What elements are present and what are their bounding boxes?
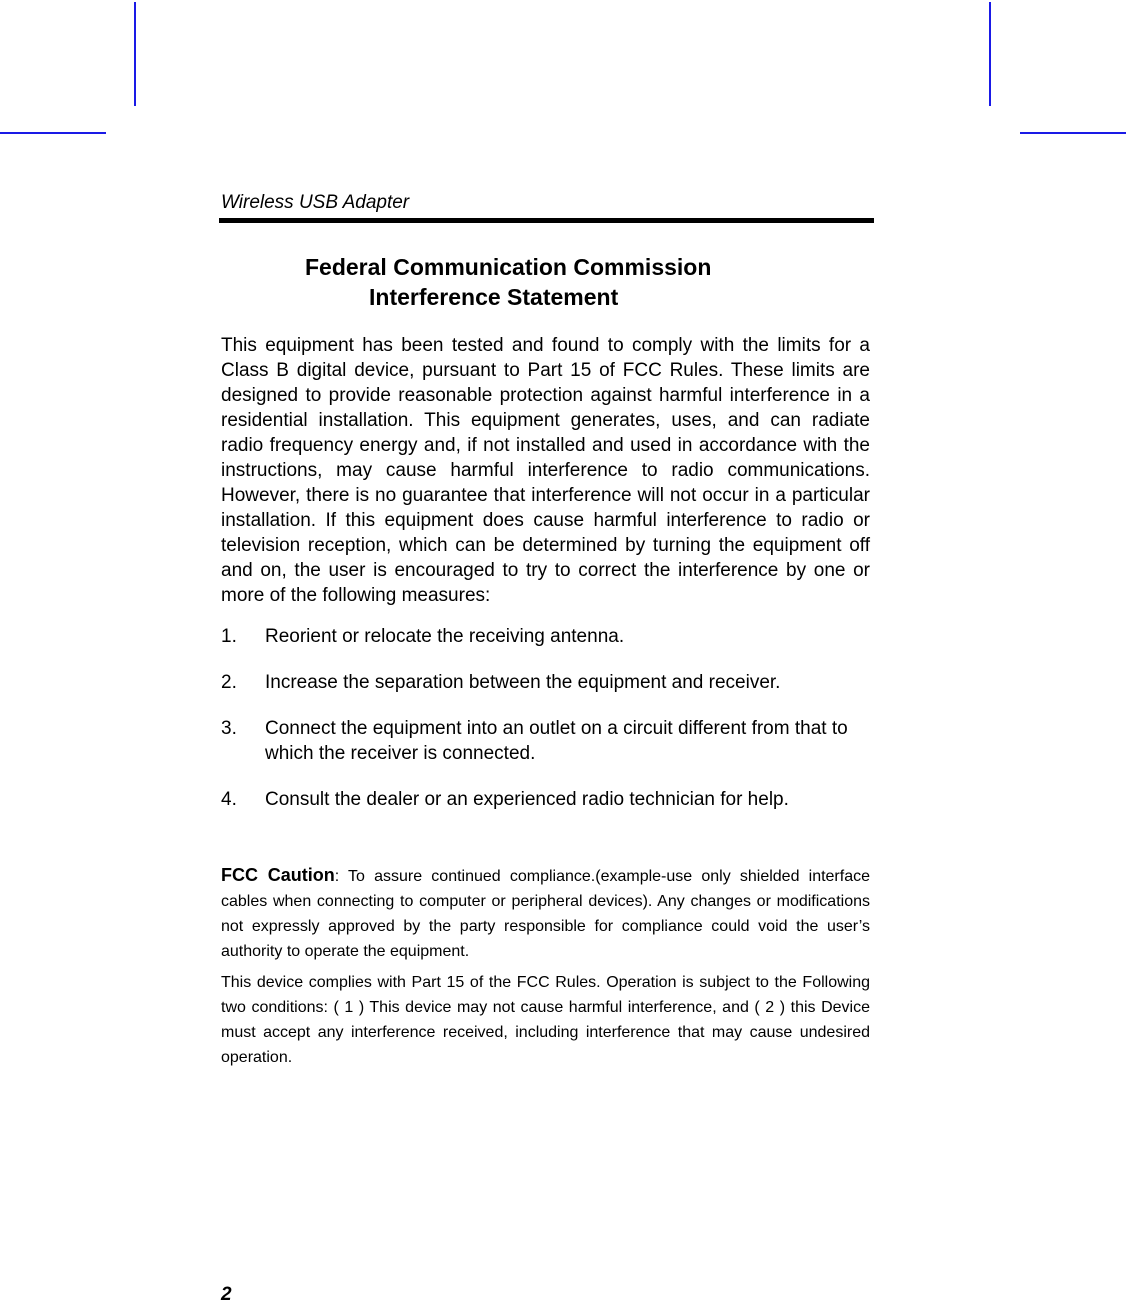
list-item-number: 4. [221, 789, 237, 810]
crop-mark-top-right-vertical [989, 2, 991, 106]
crop-mark-top-right-horizontal [1020, 132, 1126, 134]
document-body [221, 333, 870, 1070]
page-title-line-2: Interference Statement [369, 284, 619, 310]
page-title-line-1: Federal Communication Commission [305, 254, 712, 280]
list-item [221, 624, 870, 649]
measures-list [221, 624, 870, 812]
page-number: 2 [221, 1284, 232, 1305]
crop-mark-top-left-horizontal [0, 132, 106, 134]
list-item [221, 670, 870, 695]
running-header: Wireless USB Adapter [221, 192, 410, 213]
list-item-text: Reorient or relocate the receiving antenna. [265, 626, 625, 647]
fcc-caution-label: FCC Caution [221, 865, 335, 885]
list-item-text: Consult the dealer or an experienced radio technician for help. [265, 789, 789, 810]
list-item-text: Connect the equipment into an outlet on a circuit different from that to which the receiver is connected. [265, 718, 848, 764]
page-title [305, 252, 711, 312]
header-rule [219, 218, 874, 223]
list-item [221, 716, 870, 766]
list-item-number: 2. [221, 672, 237, 693]
list-item-number: 3. [221, 718, 237, 739]
fcc-caution-text: : To assure continued compliance.(example-use only shielded interface cables when connecting to computer or peripheral devices). Any changes or modifications not expressly approved by the party responsible for compliance could void the user’s authority to operate the equipment. [221, 868, 871, 960]
list-item-number: 1. [221, 626, 237, 647]
list-item [221, 787, 870, 812]
intro-paragraph: This equipment has been tested and found to comply with the limits for a Class B digital device, pursuant to Part 15 of FCC Rules. These limits are designed to provide reasonable protection against harmful interference in a residential installation. This equipment generates, uses, and can radiate radio frequency energy and, if not installed and used in accordance with the instructions, may cause harmful interference to radio communications. However, there is no guarantee that interference will not occur in a particular installation. If this equipment does cause harmful interference to radio or television reception, which can be determined by turning the equipment off and on, the user is encouraged to try to correct the interference by one or more of the following measures: [221, 335, 870, 606]
compliance-paragraph: This device complies with Part 15 of the FCC Rules. Operation is subject to the Following two conditions: ( 1 ) This device may not cause harmful interference, and ( 2 ) this Device must accept any interference received, including interference that may cause undesired operation. [221, 974, 870, 1066]
list-item-text: Increase the separation between the equipment and receiver. [265, 672, 781, 693]
crop-mark-top-left-vertical [134, 2, 136, 106]
fcc-caution-paragraph [221, 863, 870, 964]
